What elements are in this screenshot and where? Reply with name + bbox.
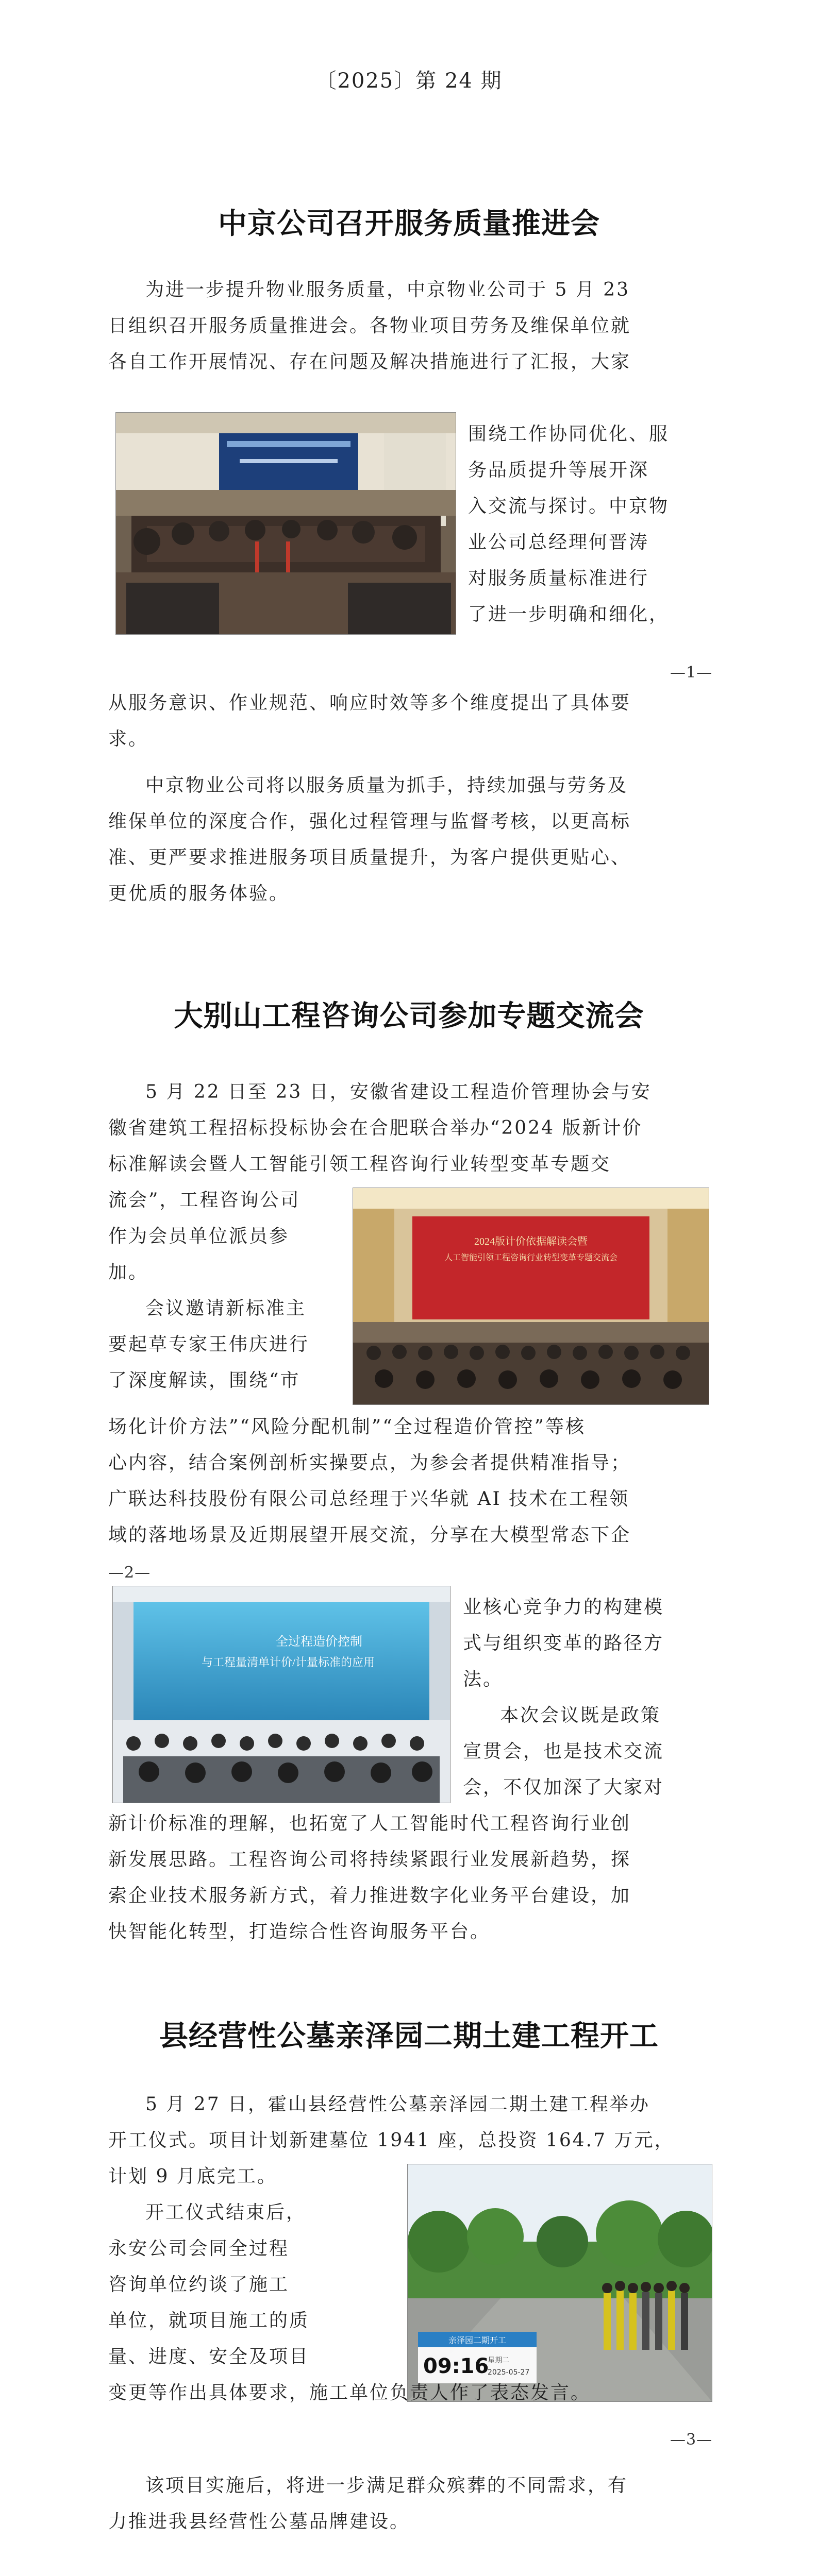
photo2-banner-line1: 全过程造价控制 bbox=[276, 1635, 362, 1649]
article3-side-line: 永安公司会同全过程 bbox=[108, 2238, 290, 2259]
article1-line: 准、更严要求推进服务项目质量提升，为客户提供更贴心、 bbox=[108, 847, 631, 868]
article1-side-line: 入交流与探讨。中京物 bbox=[468, 496, 670, 517]
article2-line: 广联达科技股份有限公司总经理于兴华就 AI 技术在工程领 bbox=[108, 1488, 630, 1510]
page-number-3: —3— bbox=[670, 2431, 713, 2449]
article3-side-line: 咨询单位约谈了施工 bbox=[108, 2274, 290, 2295]
article2-line: 新计价标准的理解，也拓宽了人工智能时代工程咨询行业创 bbox=[108, 1813, 631, 1834]
article2-side-line: 加。 bbox=[108, 1262, 149, 1283]
article2-line: 徽省建筑工程招标投标协会在合肥联合举办“2024 版新计价 bbox=[108, 1117, 643, 1139]
meeting-photo bbox=[115, 412, 456, 635]
photo-time: 09:16 bbox=[423, 2354, 489, 2378]
article3-line: 变更等作出具体要求，施工单位负责人作了表态发言。 bbox=[108, 2382, 591, 2403]
article2-side-line: 了深度解读，围绕“市 bbox=[108, 1370, 301, 1391]
article2-line: 索企业技术服务新方式，着力推进数字化业务平台建设，加 bbox=[108, 1885, 631, 1906]
article2-line: 场化计价方法”“风险分配机制”“全过程造价管控”等核 bbox=[108, 1416, 586, 1437]
article1-line: 维保单位的深度合作，强化过程管理与监督考核，以更高标 bbox=[108, 811, 631, 832]
article3-line: 力推进我县经营性公墓品牌建设。 bbox=[108, 2511, 410, 2532]
photo-caption: 亲泽园二期开工 bbox=[448, 2335, 507, 2345]
article2-line: 新发展思路。工程咨询公司将持续紧跟行业发展新趋势，探 bbox=[108, 1849, 631, 1870]
article1-side-line: 了进一步明确和细化， bbox=[468, 604, 670, 625]
article1-side-line: 业公司总经理何晋涛 bbox=[468, 532, 649, 553]
article2-side-line: 法。 bbox=[463, 1669, 504, 1690]
article1-side-line: 对服务质量标准进行 bbox=[468, 568, 649, 589]
conference-photo bbox=[353, 1188, 709, 1405]
article3-line: 开工仪式。项目计划新建墓位 1941 座，总投资 164.7 万元， bbox=[108, 2130, 675, 2151]
article1-side-line: 围绕工作协同优化、服 bbox=[468, 423, 670, 445]
article2-side-line: 业核心竞争力的构建模 bbox=[463, 1597, 664, 1618]
article2-side-line: 本次会议既是政策 bbox=[500, 1705, 661, 1726]
article2-line: 快智能化转型，打造综合性咨询服务平台。 bbox=[108, 1921, 491, 1942]
article2-side-line: 作为会员单位派员参 bbox=[108, 1226, 290, 1247]
article1-line: 从服务意识、作业规范、响应时效等多个维度提出了具体要 bbox=[108, 692, 631, 714]
page-number-1: —1— bbox=[670, 664, 713, 682]
article1-line: 各自工作开展情况、存在问题及解决措施进行了汇报，大家 bbox=[108, 351, 631, 372]
article2-line: 域的落地场景及近期展望开展交流，分享在大模型常态下企 bbox=[108, 1524, 631, 1546]
groundbreaking-photo bbox=[407, 2164, 712, 2402]
photo-weekday: 星期二 bbox=[488, 2357, 509, 2365]
conference-photo bbox=[112, 1586, 450, 1803]
article2-line: 5 月 22 日至 23 日，安徽省建设工程造价管理协会与安 bbox=[145, 1081, 652, 1103]
article1-line: 求。 bbox=[108, 728, 149, 750]
article2-line: 心内容，结合案例剖析实操要点，为参会者提供精准指导； bbox=[108, 1452, 631, 1473]
photo1-banner-line1: 2024版计价依据解读会暨 bbox=[474, 1236, 588, 1247]
article2-side-line: 要起草专家王伟庆进行 bbox=[108, 1334, 310, 1355]
photo2-banner-line2: 与工程量清单计价/计量标准的应用 bbox=[201, 1656, 375, 1669]
article1-line: 日组织召开服务质量推进会。各物业项目劳务及维保单位就 bbox=[108, 315, 631, 336]
article2-side-line: 流会”，工程咨询公司 bbox=[108, 1190, 301, 1211]
article2-line: 标准解读会暨人工智能引领工程咨询行业转型变革专题交 bbox=[108, 1154, 611, 1175]
article3-line: 该项目实施后，将进一步满足群众殡葬的不同需求，有 bbox=[145, 2475, 628, 2496]
issue-number: 〔2025〕第 24 期 bbox=[315, 69, 503, 93]
article3-line: 计划 9 月底完工。 bbox=[108, 2166, 277, 2187]
article2-side-line: 宣贯会，也是技术交流 bbox=[463, 1741, 664, 1762]
article1-side-line: 务品质提升等展开深 bbox=[468, 460, 649, 481]
article1-line: 更优质的服务体验。 bbox=[108, 883, 290, 904]
article3-side-line: 开工仪式结束后， bbox=[145, 2202, 307, 2223]
article3-line: 5 月 27 日，霍山县经营性公墓亲泽园二期土建工程举办 bbox=[145, 2094, 650, 2115]
article3-side-line: 量、进度、安全及项目 bbox=[108, 2346, 310, 2367]
article1-line: 中京物业公司将以服务质量为抓手，持续加强与劳务及 bbox=[145, 775, 628, 796]
article2-side-line: 会，不仅加深了大家对 bbox=[463, 1777, 664, 1798]
photo1-banner-line2: 人工智能引领工程咨询行业转型变革专题交流会 bbox=[444, 1253, 618, 1262]
article3-side-line: 单位，就项目施工的质 bbox=[108, 2310, 310, 2331]
article-title-3: 县经营性公墓亲泽园二期土建工程开工 bbox=[159, 2019, 659, 2053]
article-title-1: 中京公司召开服务质量推进会 bbox=[218, 207, 600, 241]
article1-line: 为进一步提升物业服务质量，中京物业公司于 5 月 23 bbox=[145, 279, 630, 300]
photo-date: 2025-05-27 bbox=[488, 2368, 530, 2377]
article-title-2: 大别山工程咨询公司参加专题交流会 bbox=[174, 999, 644, 1033]
article2-side-line: 会议邀请新标准主 bbox=[145, 1298, 307, 1319]
page-number-2: —2— bbox=[108, 1564, 151, 1582]
article2-side-line: 式与组织变革的路径方 bbox=[463, 1633, 664, 1654]
